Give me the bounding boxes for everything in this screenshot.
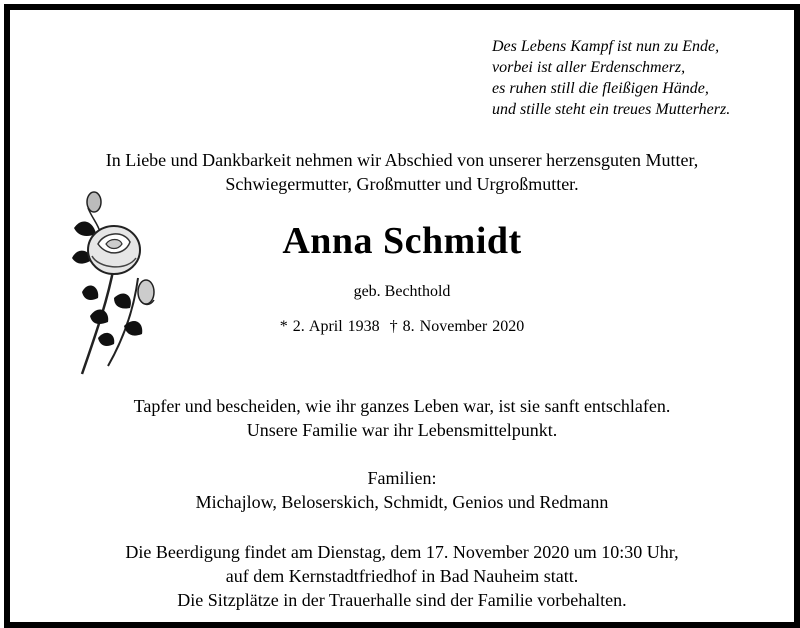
- life-dates: [10, 317, 794, 337]
- death-date: † 8. November 2020: [389, 318, 525, 335]
- tribute-line-1: Tapfer und bescheiden, wie ihr ganzes Leben war, ist sie sanft entschlafen.: [133, 396, 671, 416]
- poem-line: vorbei ist aller Erdenschmerz,: [492, 59, 686, 76]
- obituary-frame: [4, 4, 800, 628]
- intro-line-1: In Liebe und Dankbarkeit nehmen wir Abschied von unserer herzensguten Mutter,: [105, 150, 699, 170]
- birth-date: * 2. April 1938: [279, 318, 380, 335]
- poem-line: und stille steht ein treues Mutterherz.: [492, 101, 731, 118]
- families-names: Michajlow, Beloserskich, Schmidt, Genios und Redmann: [195, 492, 609, 512]
- funeral-info: [10, 540, 794, 612]
- poem: [492, 36, 792, 120]
- tribute-line-2: Unsere Familie war ihr Lebensmittelpunkt.: [246, 420, 558, 440]
- funeral-line-2: auf dem Kernstadtfriedhof in Bad Nauheim statt.: [225, 566, 579, 586]
- funeral-line-3: Die Sitzplätze in der Trauerhalle sind der Familie vorbehalten.: [177, 590, 627, 610]
- birth-name: geb. Bechthold: [353, 283, 451, 300]
- families-section: [10, 466, 794, 514]
- poem-line: es ruhen still die fleißigen Hände,: [492, 80, 709, 97]
- families-label: Familien:: [367, 468, 437, 488]
- deceased-name: Anna Schmidt: [282, 220, 522, 262]
- intro-line-2: Schwiegermutter, Großmutter und Urgroßmutter.: [225, 174, 579, 194]
- funeral-line-1: Die Beerdigung findet am Dienstag, dem 17. November 2020 um 10:30 Uhr,: [125, 542, 679, 562]
- poem-line: Des Lebens Kampf ist nun zu Ende,: [492, 38, 720, 55]
- tribute-text: [10, 394, 794, 442]
